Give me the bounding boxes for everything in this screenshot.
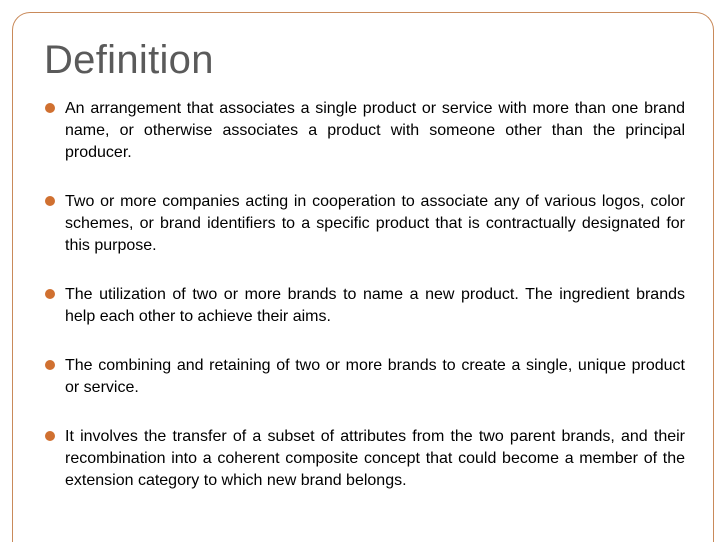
- bullet-item: [44, 98, 685, 164]
- bullet-item: [44, 426, 685, 492]
- bullet-dot-icon: [45, 360, 55, 370]
- bullet-text: The utilization of two or more brands to name a new product. The ingredient brands help each other to achieve their aims.: [65, 286, 685, 325]
- bullet-item: [44, 191, 685, 257]
- bullet-text: Two or more companies acting in cooperation to associate any of various logos, color schemes, or brand identifiers to a specific product that is contractually designated for this purpose.: [65, 193, 685, 254]
- slide-title: Definition: [44, 38, 214, 82]
- bullet-dot-icon: [45, 289, 55, 299]
- bullet-item: [44, 284, 685, 328]
- bullet-dot-icon: [45, 196, 55, 206]
- bullet-text: The combining and retaining of two or more brands to create a single, unique product or service.: [65, 357, 685, 396]
- bullet-text: It involves the transfer of a subset of attributes from the two parent brands, and their recombination into a coherent composite concept that could become a member of the extension category to which new brand belongs.: [65, 428, 685, 489]
- bullet-text: An arrangement that associates a single product or service with more than one brand name, or otherwise associates a product with someone other than the principal producer.: [65, 100, 685, 161]
- bullet-item: [44, 355, 685, 399]
- bullet-dot-icon: [45, 103, 55, 113]
- bullet-list: [44, 98, 685, 519]
- bullet-dot-icon: [45, 431, 55, 441]
